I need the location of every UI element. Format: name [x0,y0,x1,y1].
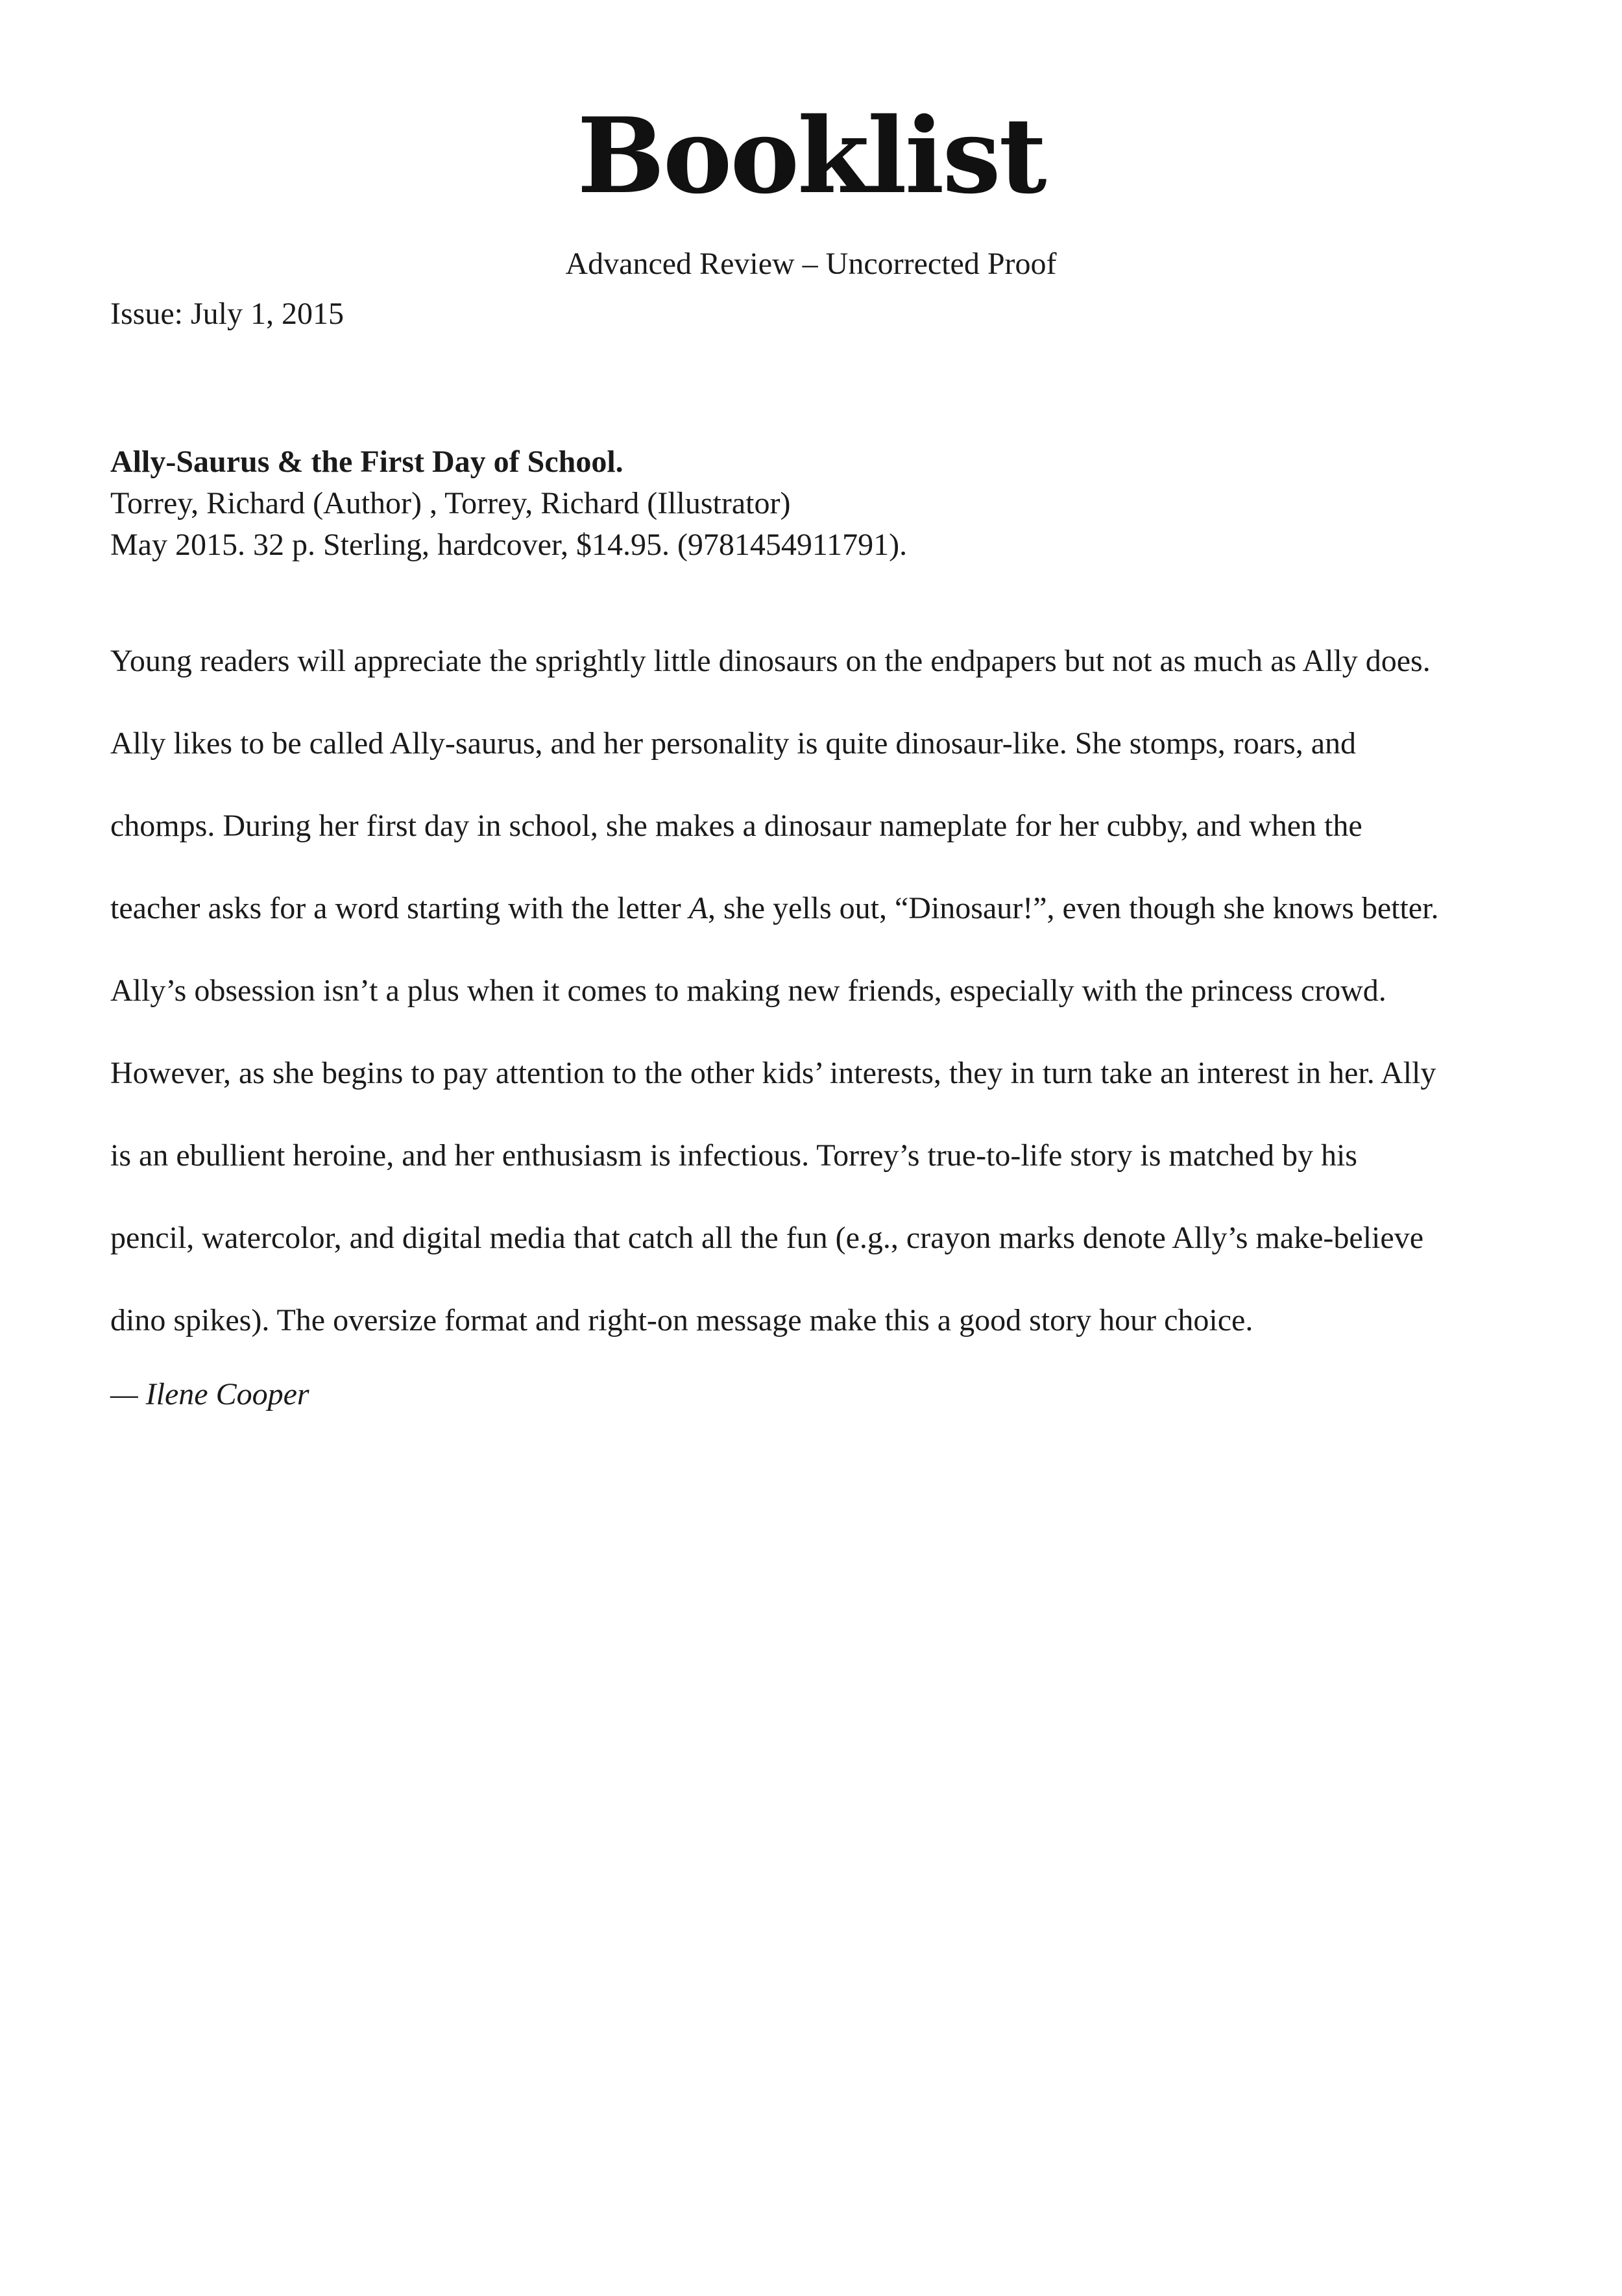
review-line: pencil, watercolor, and digital media that catch all the fun (e.g., crayon marks denote Ally’s make-believe [110,1221,1423,1255]
review-line: Young readers will appreciate the sprightly little dinosaurs on the endpapers but not as much as Ally does. [110,644,1431,678]
review-subtitle: Advanced Review – Uncorrected Proof [565,247,1057,281]
book-bibliography [110,441,1525,566]
review-line-italic: A [688,891,708,925]
review-line: dino spikes). The oversize format and right-on message make this a good story hour choice. [110,1303,1253,1337]
book-credits: Torrey, Richard (Author) , Torrey, Richard (Illustrator) [110,486,791,520]
review-line: chomps. During her first day in school, she makes a dinosaur nameplate for her cubby, and when the [110,809,1362,843]
book-publication-info: May 2015. 32 p. Sterling, hardcover, $14.95. (9781454911791). [110,528,908,562]
review-line-text: , she yells out, “Dinosaur!”, even though she knows better. [708,891,1439,925]
review-line: is an ebullient heroine, and her enthusiasm is infectious. Torrey’s true-to-life story is matched by his [110,1138,1357,1173]
book-title: Ally-Saurus & the First Day of School. [110,445,623,479]
reviewer-signature: — Ilene Cooper [110,1377,309,1411]
review-line: Ally likes to be called Ally-saurus, and her personality is quite dinosaur-like. She stomps, roars, and [110,726,1356,761]
review-body [110,620,1525,1362]
review-line: Ally’s obsession isn’t a plus when it comes to making new friends, especially with the princess crowd. [110,973,1386,1008]
review-line-text: teacher asks for a word starting with the letter [110,891,689,925]
review-line [110,867,1525,949]
issue-date: Issue: July 1, 2015 [110,297,344,331]
review-line: However, as she begins to pay attention to the other kids’ interests, they in turn take an interest in her. Ally [110,1056,1436,1090]
masthead-title: Booklist [577,95,1045,217]
